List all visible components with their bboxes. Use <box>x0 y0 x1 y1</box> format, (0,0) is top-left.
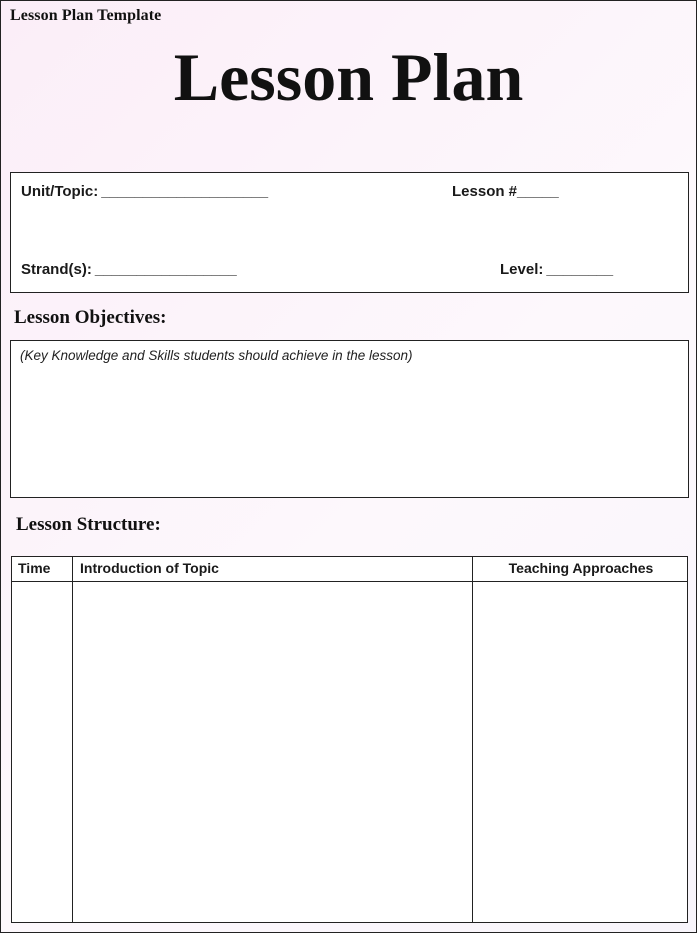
structure-table <box>11 556 688 923</box>
column-header-time: Time <box>18 560 51 576</box>
template-title: Lesson Plan Template <box>10 7 162 24</box>
level-field[interactable] <box>500 261 613 278</box>
column-header-teaching-approaches: Teaching Approaches <box>508 560 654 576</box>
table-divider <box>72 557 73 922</box>
lesson-number-field[interactable] <box>452 183 559 200</box>
lesson-info-box <box>10 172 689 293</box>
strands-blank[interactable]: _________________ <box>94 261 237 278</box>
lesson-number-label: Lesson # <box>452 183 518 200</box>
unit-topic-label: Unit/Topic: <box>21 183 99 200</box>
level-blank[interactable]: ________ <box>546 261 614 278</box>
structure-heading: Lesson Structure: <box>16 514 161 535</box>
unit-topic-field[interactable] <box>21 183 268 200</box>
table-divider <box>472 557 473 922</box>
strands-field[interactable] <box>21 261 237 278</box>
level-label: Level: <box>500 261 544 278</box>
objectives-hint: (Key Knowledge and Skills students should achieve in the lesson) <box>20 348 413 363</box>
strands-label: Strand(s): <box>21 261 92 278</box>
lesson-number-blank[interactable]: _____ <box>517 183 559 200</box>
unit-topic-blank[interactable]: ____________________ <box>101 183 269 200</box>
table-header-divider <box>12 581 687 582</box>
column-header-introduction: Introduction of Topic <box>80 560 219 576</box>
objectives-heading: Lesson Objectives: <box>14 307 167 328</box>
objectives-box[interactable] <box>10 340 689 498</box>
page-title: Lesson Plan <box>173 39 524 115</box>
